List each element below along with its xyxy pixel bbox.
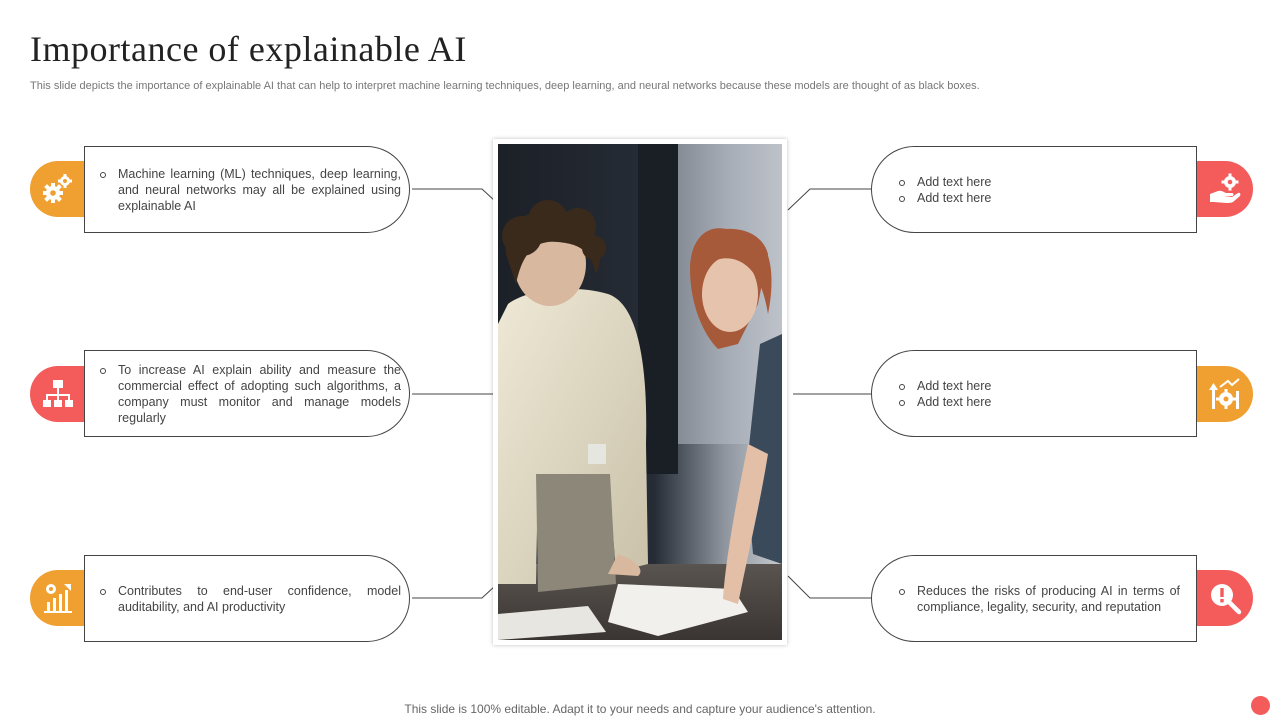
footer-note: This slide is 100% editable. Adapt it to your needs and capture your audience's attention. [404, 702, 876, 716]
bullet-list [99, 166, 401, 214]
info-box-right-1 [871, 146, 1197, 233]
people-photo [498, 144, 782, 640]
photo-frame [493, 139, 787, 645]
bullet-item: Reduces the risks of producing AI in terms of compliance, legality, security, and reputation [898, 583, 1180, 615]
bullet-list [898, 583, 1180, 615]
bullet-list [99, 583, 401, 615]
bullet-item: Add text here [898, 394, 1180, 410]
info-box-left-3 [84, 555, 410, 642]
gears-icon [41, 172, 75, 206]
hand-gear-icon-tab [1197, 161, 1253, 217]
risk-magnifier-icon [1208, 581, 1242, 615]
slide-subtitle: This slide depicts the importance of explainable AI that can help to interpret machine learning techniques, deep learning, and neural networks because these models are thought of as black boxes. [30, 80, 980, 92]
bullet-list [898, 378, 1180, 410]
bullet-item: Add text here [898, 378, 1180, 394]
bullet-list [99, 362, 401, 426]
bullet-item: To increase AI explain ability and measure the commercial effect of adopting such algorithms, a company must monitor and manage models regularly [99, 362, 401, 426]
growth-chart-icon [42, 582, 74, 614]
info-box-left-2 [84, 350, 410, 437]
bullet-list [898, 174, 1180, 206]
bullet-item: Add text here [898, 174, 1180, 190]
slide-title: Importance of explainable AI [30, 29, 467, 69]
info-box-left-1 [84, 146, 410, 233]
hierarchy-icon [42, 378, 74, 410]
bullet-item: Machine learning (ML) techniques, deep learning, and neural networks may all be explained using explainable AI [99, 166, 401, 214]
bullet-item: Contributes to end-user confidence, model auditability, and AI productivity [99, 583, 401, 615]
corner-dot [1251, 696, 1270, 715]
growth-gear-icon-tab [1197, 366, 1253, 422]
hand-gear-icon [1208, 172, 1242, 206]
info-box-right-2 [871, 350, 1197, 437]
bullet-item: Add text here [898, 190, 1180, 206]
gears-icon-tab [30, 161, 86, 217]
growth-gear-icon [1208, 377, 1242, 411]
growth-chart-icon-tab [30, 570, 86, 626]
hierarchy-icon-tab [30, 366, 86, 422]
risk-magnifier-icon-tab [1197, 570, 1253, 626]
info-box-right-3 [871, 555, 1197, 642]
